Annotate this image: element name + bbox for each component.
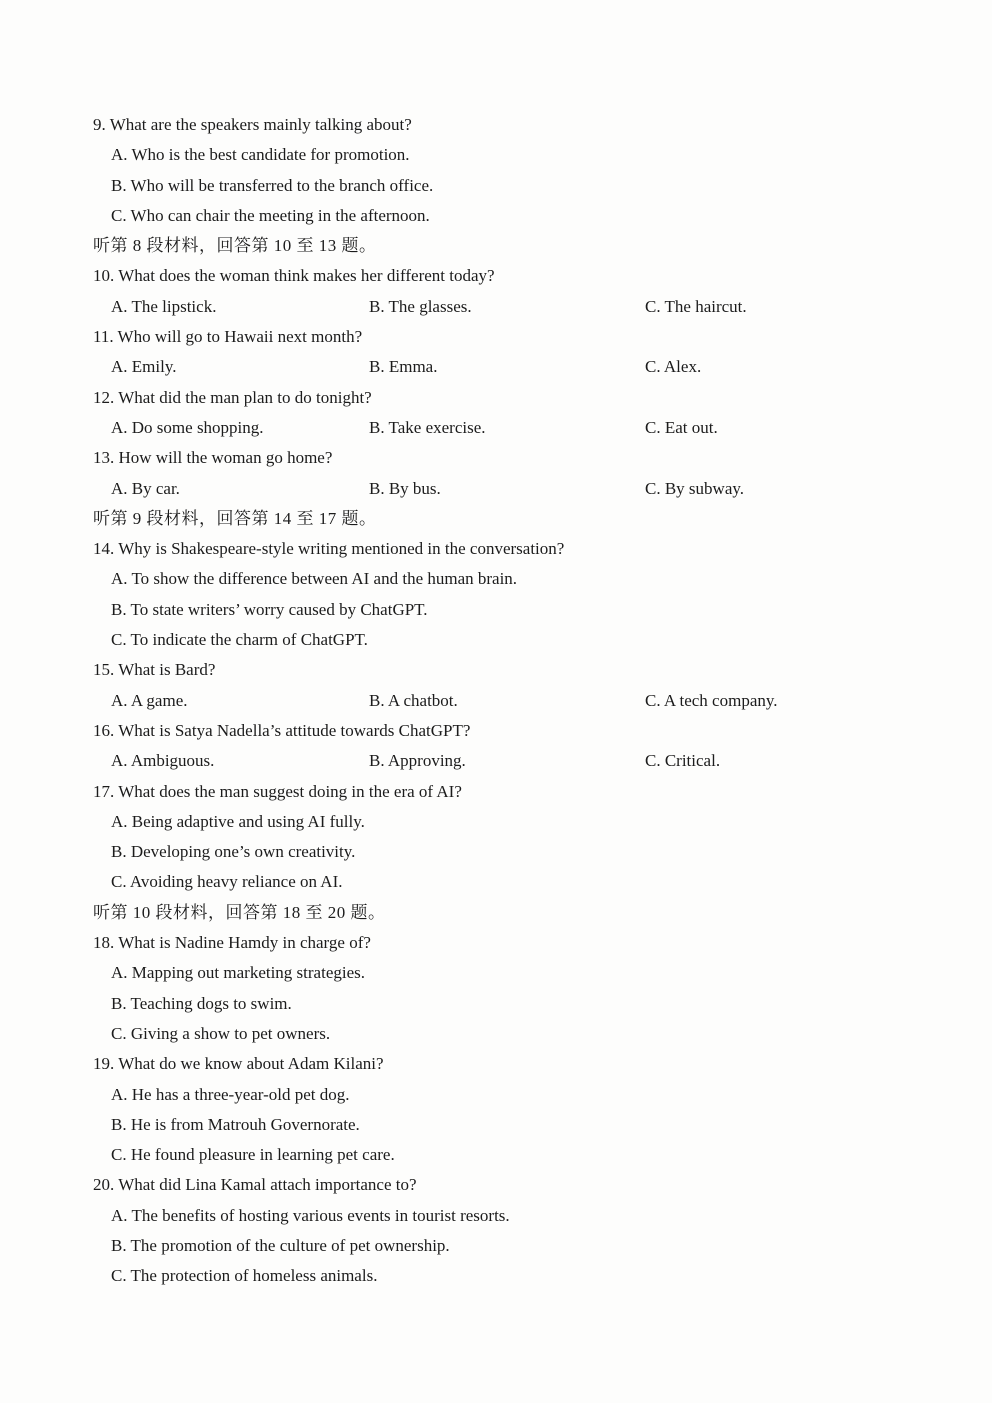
option-text: B. Teaching dogs to swim. — [111, 993, 292, 1013]
option-text: A. Mapping out marketing strategies. — [111, 963, 366, 983]
option-text: B. The promotion of the culture of pet ownership. — [111, 1235, 450, 1255]
question-list — [0, 110, 992, 1292]
question-text: 19. What do we know about Adam Kilani? — [93, 1054, 384, 1074]
option-text: C. Giving a show to pet owners. — [111, 1023, 331, 1043]
question-text: 10. What does the woman think makes her different today? — [93, 266, 495, 286]
option-b: B. Take exercise. — [369, 417, 486, 437]
section-heading: 听第 8 段材料，回答第 10 至 13 题。 — [93, 236, 377, 256]
question-text: 17. What does the man suggest doing in the era of AI? — [93, 781, 462, 801]
option-c: C. By subway. — [645, 478, 745, 498]
question-text: 18. What is Nadine Hamdy in charge of? — [93, 933, 371, 953]
option-row — [0, 352, 992, 382]
option-b: B. By bus. — [369, 478, 441, 498]
option-b: B. Emma. — [369, 357, 438, 377]
option-c: C. Critical. — [645, 751, 721, 771]
question-text: 9. What are the speakers mainly talking about? — [93, 115, 412, 134]
option-text: B. Who will be transferred to the branch office. — [111, 175, 434, 195]
section-heading: 听第 9 段材料，回答第 14 至 17 题。 — [93, 508, 377, 528]
option-a: A. The lipstick. — [111, 296, 217, 316]
question-text: 15. What is Bard? — [93, 660, 216, 680]
option-text: C. The protection of homeless animals. — [111, 1266, 378, 1286]
option-text: A. Who is the best candidate for promotion. — [111, 145, 410, 165]
option-a: A. By car. — [111, 478, 180, 498]
option-text: A. To show the difference between AI and the human brain. — [111, 569, 518, 589]
option-text: A. The benefits of hosting various events in tourist resorts. — [111, 1205, 510, 1225]
option-b: B. A chatbot. — [369, 690, 458, 710]
question-text: 13. How will the woman go home? — [93, 448, 333, 468]
question-text: 16. What is Satya Nadella’s attitude towards ChatGPT? — [93, 720, 471, 740]
option-row — [0, 686, 992, 716]
option-a: A. Emily. — [111, 357, 177, 377]
option-a: A. Ambiguous. — [111, 751, 215, 771]
option-text: A. He has a three-year-old pet dog. — [111, 1084, 350, 1104]
option-text: C. Who can chair the meeting in the afternoon. — [111, 205, 430, 225]
option-text: C. Avoiding heavy reliance on AI. — [111, 872, 343, 892]
question-text: 20. What did Lina Kamal attach importance to? — [93, 1175, 417, 1195]
option-text: B. Developing one’s own creativity. — [111, 842, 356, 862]
option-a: A. A game. — [111, 690, 188, 710]
option-a: A. Do some shopping. — [111, 417, 264, 437]
option-text: C. To indicate the charm of ChatGPT. — [111, 630, 368, 650]
option-text: B. He is from Matrouh Governorate. — [111, 1114, 360, 1134]
option-b: B. Approving. — [369, 751, 466, 771]
option-c: C. Eat out. — [645, 417, 718, 437]
option-b: B. The glasses. — [369, 296, 472, 316]
option-row — [0, 292, 992, 322]
question-text: 12. What did the man plan to do tonight? — [93, 387, 372, 407]
option-c: C. The haircut. — [645, 296, 747, 316]
option-row — [0, 746, 992, 776]
option-c: C. Alex. — [645, 357, 702, 377]
option-text: C. He found pleasure in learning pet care. — [111, 1145, 395, 1165]
option-c: C. A tech company. — [645, 690, 778, 710]
question-text: 11. Who will go to Hawaii next month? — [93, 327, 363, 347]
option-text: A. Being adaptive and using AI fully. — [111, 811, 365, 831]
option-row — [0, 413, 992, 443]
option-row — [0, 474, 992, 504]
question-text: 14. Why is Shakespeare-style writing mentioned in the conversation? — [93, 539, 565, 559]
option-text: B. To state writers’ worry caused by ChatGPT. — [111, 599, 428, 619]
section-heading: 听第 10 段材料，回答第 18 至 20 题。 — [93, 902, 386, 922]
